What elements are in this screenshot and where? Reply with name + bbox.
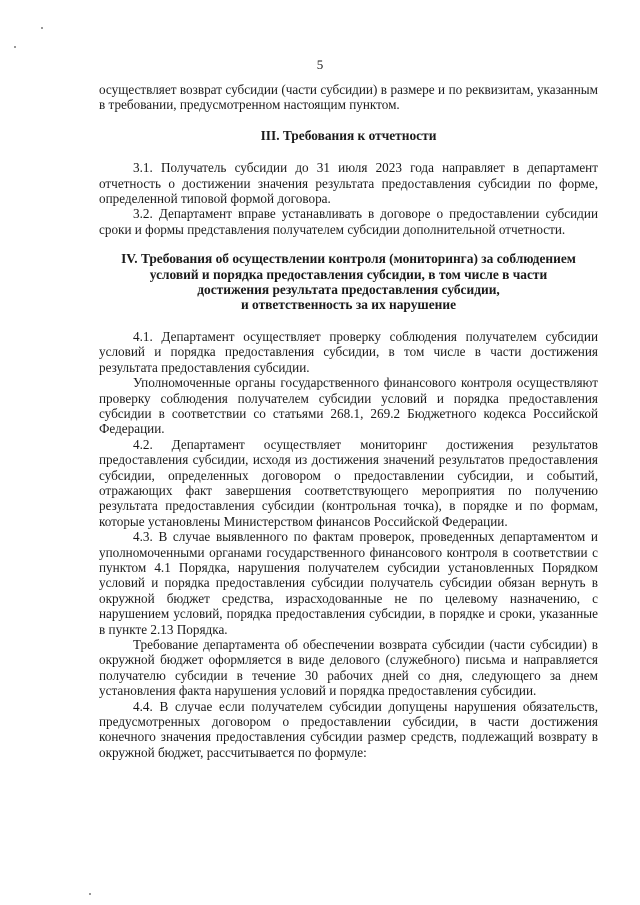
- section-4-title: [99, 251, 598, 313]
- paragraph-4-2: 4.2. Департамент осуществляет мониторинг достижения результатов предоставления субсидии, исходя из достижения значений результатов предоставления субсидии, определенных договором о предоставлении субсидии, и событий, отражающих факт завершения соответствующего мероприятия по получению результата предоставления субсидии (контрольная точка), в порядке и по формам, которые установлены Министерством финансов Российской Федерации.: [99, 436, 598, 529]
- page-number: 5: [316, 57, 324, 72]
- paragraph-3-2: 3.2. Департамент вправе устанавливать в договоре о предоставлении субсидии сроки и формы представления получателем субсидии дополнительной отчетности.: [99, 206, 598, 237]
- scan-speck: [41, 27, 43, 29]
- section-4-title-line: условий и порядка предоставления субсидии, в том числе в части: [149, 266, 548, 282]
- paragraph-4-4: 4.4. В случае если получателем субсидии допущены нарушения обязательств, предусмотренных договором о предоставлении субсидии, в части достижения конечного значения предоставления субсидии размер средств, подлежащий возврату в окружной бюджет, рассчитывается по формуле:: [99, 698, 598, 760]
- section-3-title: III. Требования к отчетности: [260, 127, 437, 143]
- paragraph-intro: осуществляет возврат субсидии (части субсидии) в размере и по реквизитам, указанным в требовании, предусмотренном настоящим пунктом.: [99, 82, 598, 113]
- scan-speck: [14, 46, 16, 48]
- document-body: [99, 82, 598, 760]
- paragraph-4-3-requirement: Требование департамента об обеспечении возврата субсидии (части субсидии) в окружной бюджет оформляется в виде делового (служебного) письма и направляется получателю субсидии в течение 30 рабочих дней со дня, следующего за днем установления факта нарушения условий и порядка предоставления субсидии.: [99, 637, 598, 699]
- paragraph-4-1: 4.1. Департамент осуществляет проверку соблюдения получателем субсидии условий и порядка предоставления субсидии, в том числе в части достижения результата предоставления субсидии.: [99, 328, 598, 375]
- section-4-title-line: IV. Требования об осуществлении контроля (мониторинга) за соблюдением: [121, 251, 576, 267]
- paragraph-4-1-control: Уполномоченные органы государственного финансового контроля осуществляют проверку соблюдения получателем субсидии условий и порядка предоставления субсидии в соответствии со статьями 268.1, 269.2 Бюджетного кодекса Российской Федерации.: [99, 375, 598, 437]
- section-4-title-line: достижения результата предоставления субсидии,: [197, 282, 500, 298]
- paragraph-4-3: 4.3. В случае выявленного по фактам проверок, проведенных департаментом и уполномоченными органами государственного финансового контроля в соответствии с пунктом 4.1 Порядка, нарушения получателем субсидии установленных Порядком условий и порядка предоставления субсидии получатель субсидии обязан вернуть в окружной бюджет средства, израсходованные не по целевому назначению, с нарушением условий, порядка предоставления субсидии, в порядке и сроки, указанные в пункте 2.13 Порядка.: [99, 529, 598, 637]
- section-4-title-line: и ответственность за их нарушение: [240, 297, 457, 313]
- paragraph-3-1: 3.1. Получатель субсидии до 31 июля 2023 года направляет в департамент отчетность о достижении значения результата предоставления субсидии по форме, определенной типовой формой договора.: [99, 160, 598, 207]
- scan-speck: [89, 893, 91, 895]
